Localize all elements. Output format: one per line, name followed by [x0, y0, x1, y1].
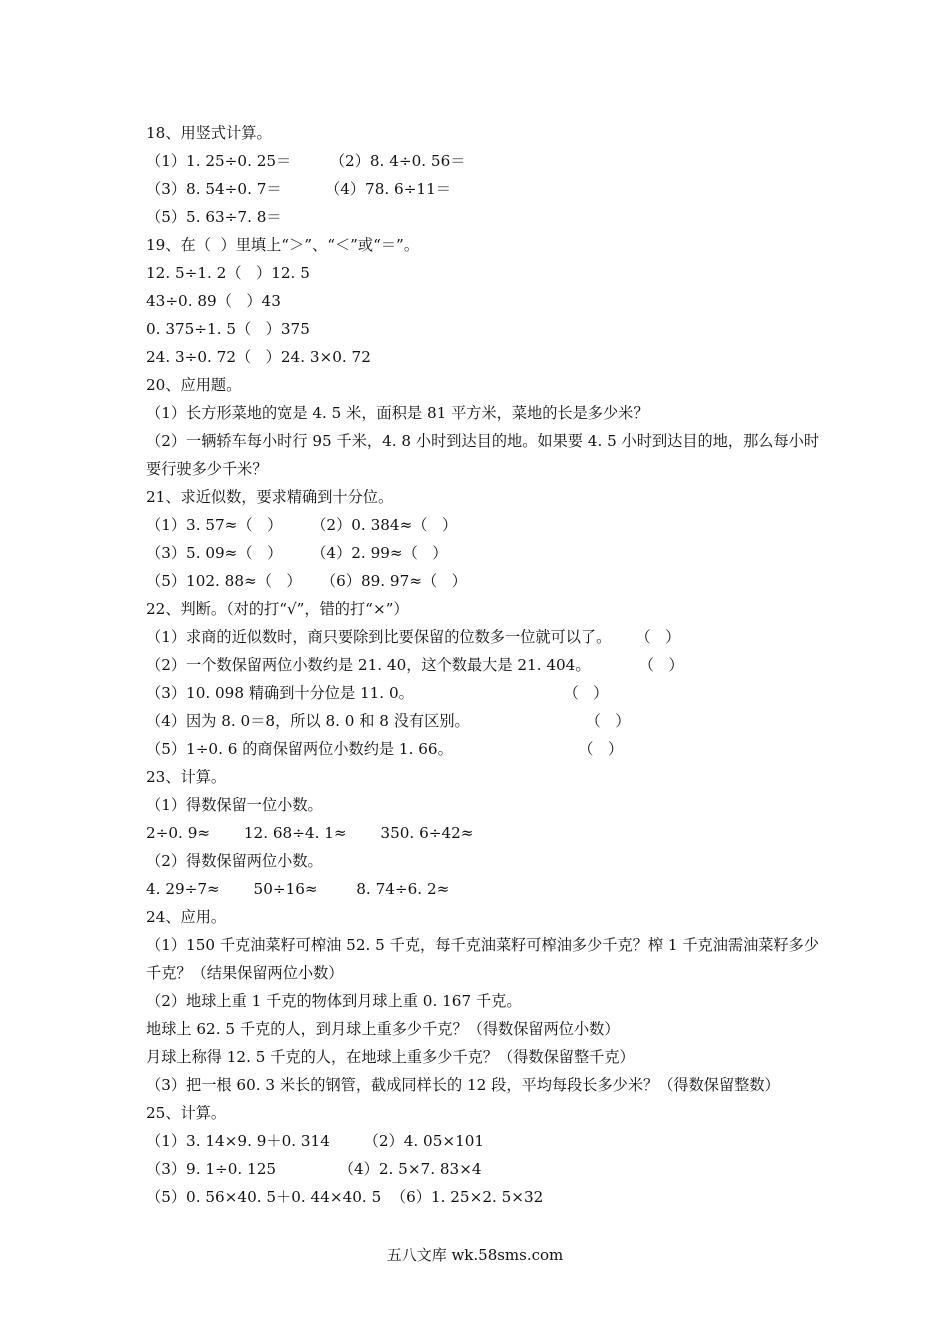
- problem-line: （1）3. 57≈（ ） （2）0. 384≈（ ）: [146, 516, 458, 534]
- section-title-19: 19、在（ ）里填上“＞”、“＜”或“＝”。: [146, 236, 420, 254]
- judgement-line: （4）因为 8. 0＝8，所以 8. 0 和 8 没有区别。 （ ）: [146, 712, 631, 730]
- footer-watermark: 五八文库 wk.58sms.com: [386, 1246, 564, 1264]
- judgement-line: （3）10. 098 精确到十分位是 11. 0。 （ ）: [146, 684, 609, 702]
- section-title-18: 18、用竖式计算。: [146, 124, 272, 142]
- section-title-24: 24、应用。: [146, 908, 227, 926]
- problem-line: （5）5. 63÷7. 8＝: [146, 208, 282, 226]
- problem-line: （1）3. 14×9. 9＋0. 314 （2）4. 05×101: [146, 1132, 485, 1150]
- problem-line: （3）9. 1÷0. 125 （4）2. 5×7. 83×4: [146, 1160, 482, 1178]
- problem-line: 4. 29÷7≈ 50÷16≈ 8. 74÷6. 2≈: [146, 880, 450, 898]
- problem-line: 43÷0. 89（ ）43: [146, 292, 281, 310]
- instruction-line: （1）得数保留一位小数。: [146, 796, 323, 814]
- problem-line: （2）地球上重 1 千克的物体到月球上重 0. 167 千克。: [146, 992, 522, 1010]
- judgement-line: （1）求商的近似数时，商只要除到比要保留的位数多一位就可以了。 （ ）: [146, 628, 681, 646]
- problem-line: 地球上 62. 5 千克的人，到月球上重多少千克？（得数保留两位小数）: [146, 1020, 620, 1038]
- problem-line: 2÷0. 9≈ 12. 68÷4. 1≈ 350. 6÷42≈: [146, 824, 474, 842]
- problem-line: （1）长方形菜地的宽是 4. 5 米，面积是 81 平方米，菜地的长是多少米？: [146, 404, 649, 422]
- problem-line: 12. 5÷1. 2（ ）12. 5: [146, 264, 310, 282]
- problem-paragraph: （2）一辆轿车每小时行 95 千米，4. 8 小时到达目的地。如果要 4. 5 小时到达目的地，那么每小时要行驶多少千米？: [146, 432, 820, 478]
- problem-line: （3）8. 54÷0. 7＝ （4）78. 6÷11＝: [146, 180, 451, 198]
- problem-line: 0. 375÷1. 5（ ）375: [146, 320, 310, 338]
- problem-line: 24. 3÷0. 72（ ）24. 3×0. 72: [146, 348, 371, 366]
- judgement-line: （2）一个数保留两位小数约是 21. 40，这个数最大是 21. 404。 （ ）: [146, 656, 684, 674]
- problem-paragraph: （1）150 千克油菜籽可榨油 52. 5 千克，每千克油菜籽可榨油多少千克？榨 1 千克油需油菜籽多少千克？（结果保留两位小数）: [146, 936, 820, 982]
- section-title-25: 25、计算。: [146, 1104, 227, 1122]
- exercise-content: [146, 119, 826, 1211]
- section-title-22: 22、判断。（对的打“√”，错的打“×”）: [146, 600, 409, 618]
- problem-line: （5）102. 88≈（ ） （6）89. 97≈（ ）: [146, 572, 467, 590]
- problem-line: （5）0. 56×40. 5＋0. 44×40. 5 （6）1. 25×2. 5×32: [146, 1188, 544, 1206]
- judgement-line: （5）1÷0. 6 的商保留两位小数约是 1. 66。 （ ）: [146, 740, 624, 758]
- problem-line: 月球上称得 12. 5 千克的人，在地球上重多少千克？（得数保留整千克）: [146, 1048, 635, 1066]
- problem-line: （1）1. 25÷0. 25＝ （2）8. 4÷0. 56＝: [146, 152, 466, 170]
- section-title-23: 23、计算。: [146, 768, 227, 786]
- instruction-line: （2）得数保留两位小数。: [146, 852, 323, 870]
- problem-paragraph: （3）把一根 60. 3 米长的钢管，截成同样长的 12 段，平均每段长多少米？（得数保留整数）: [146, 1076, 780, 1094]
- section-title-21: 21、求近似数，要求精确到十分位。: [146, 488, 394, 506]
- problem-line: （3）5. 09≈（ ） （4）2. 99≈（ ）: [146, 544, 448, 562]
- section-title-20: 20、应用题。: [146, 376, 242, 394]
